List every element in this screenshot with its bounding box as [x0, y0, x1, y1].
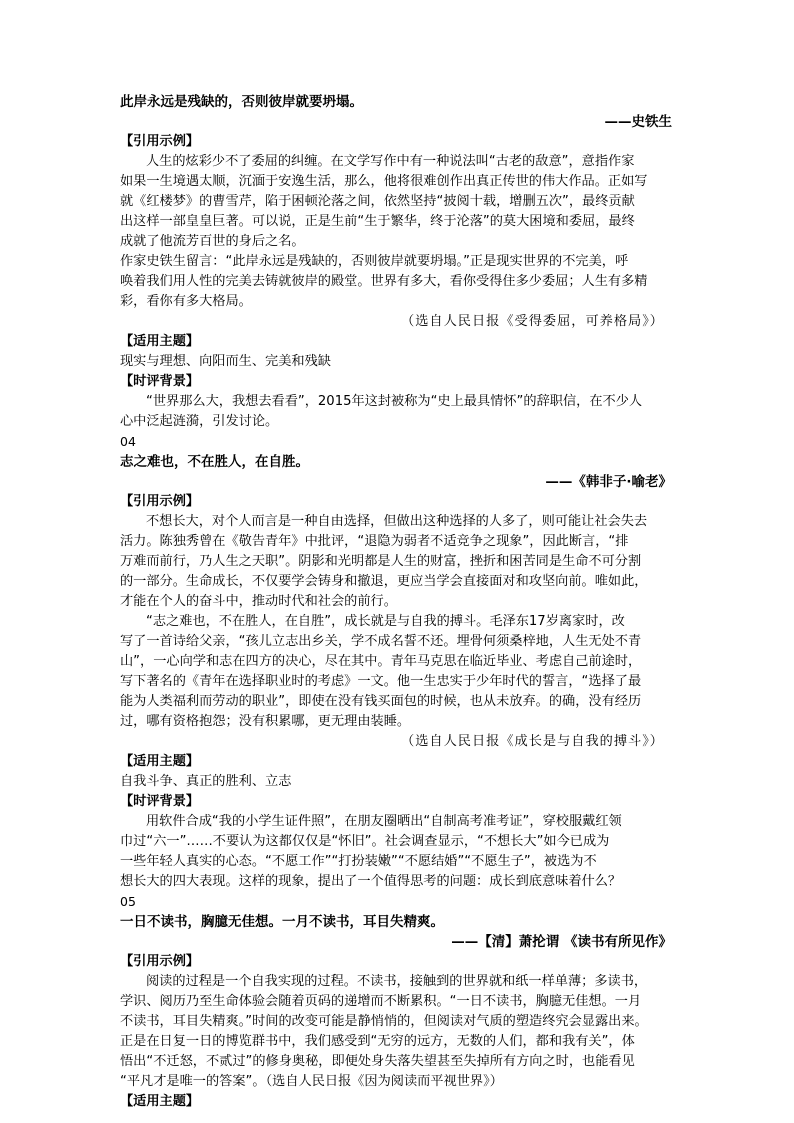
quote-source: ——《韩非子·喻老》	[545, 474, 672, 490]
body-line: 如果一生境遇太顺，沉湎于安逸生活，那么，他将很难创作出真正传世的伟大作品。正如写	[120, 174, 648, 189]
quote-line: 此岸永远是残缺的，否则彼岸就要坍塌。	[120, 94, 363, 110]
section-number: 05	[120, 894, 136, 909]
body-line: 出这样一部皇皇巨著。可以说，正是生前“生于繁华，终于沦落”的莫大困境和委屈，最终	[120, 214, 635, 229]
heading-example: 【引用示例】	[120, 954, 200, 969]
body-line: 过，哪有资格抱怨；没有积累哪，更无理由装睡。	[120, 714, 411, 729]
body-line: 能为人类福利而劳动的职业”，即使在没有钱买面包的时候，也从未放弃。的确，没有经历	[120, 694, 642, 709]
body-line: 的一部分。生命成长，不仅要学会铸身和撤退，更应当学会直接面对和攻坚向前。唯如此，	[120, 574, 648, 589]
document-page	[120, 92, 676, 1112]
body-line: 阅读的过程是一个自我实现的过程。不读书，接触到的世界就和纸一样单薄；多读书，	[146, 974, 648, 989]
body-line: 巾过“六一”……不要认为这都仅仅是“怀旧”。社会调查显示，“不想长大”如今已成为	[120, 834, 610, 849]
quote-source: ——【清】萧抡谓 《读书有所见作》	[451, 934, 672, 950]
quote-line: 志之难也，不在胜人，在自胜。	[120, 454, 309, 470]
heading-theme: 【适用主题】	[120, 1094, 200, 1109]
heading-example: 【引用示例】	[120, 494, 200, 509]
body-line: 唤着我们用人性的完美去铸就彼岸的殿堂。世界有多大，看你受得住多少委屈；人生有多精	[120, 274, 648, 289]
body-line: 不想长大，对个人而言是一种自由选择，但做出这种选择的人多了，则可能让社会失去	[146, 514, 648, 529]
body-line: “世界那么大，我想去看看”，2015年这封被称为“史上最具情怀”的辞职信，在不少人	[146, 394, 643, 409]
body-line: 用软件合成“我的小学生证件照”，在朋友圈晒出“自制高考准考证”，穿校服戴红领	[146, 814, 622, 829]
body-line: 一些年轻人真实的心态。“不愿工作”“打扮装嫩”“不愿结婚”“不愿生子”，被选为不	[120, 854, 597, 869]
section-number: 04	[120, 434, 136, 449]
body-line: 彩，看你有多大格局。	[120, 294, 252, 309]
body-line: 就《红楼梦》的曹雪芹，陷于困顿沦落之间，依然坚持“披阅十载，增删五次”，最终贡献	[120, 194, 635, 209]
body-line: “平凡才是唯一的答案”。（选自人民日报《因为阅读而平视世界》）	[120, 1074, 503, 1089]
body-line: 人生的炫彩少不了委屈的纠缠。在文学写作中有一种说法叫“古老的敌意”，意指作家	[146, 154, 635, 169]
body-line: “志之难也，不在胜人，在自胜”，成长就是与自我的搏斗。毛泽东17岁离家时，改	[146, 614, 625, 629]
source-reference: （选自人民日报《受得委屈，可养格局》）	[401, 314, 664, 329]
heading-theme: 【适用主题】	[120, 334, 200, 349]
body-line: 不读书，耳目失精爽。”时间的改变可能是静悄悄的，但阅读对气质的塑造终究会显露出来。	[120, 1014, 648, 1029]
quote-source: ——史铁生	[604, 114, 672, 130]
body-line: 学识、阅历乃至生命体验会随着页码的递增而不断累积。“一日不读书，胸臆无佳想。一月	[120, 994, 642, 1009]
body-line: 成就了他流芳百世的身后之名。	[120, 234, 305, 249]
heading-theme: 【适用主题】	[120, 754, 200, 769]
quote-line: 一日不读书，胸臆无佳想。一月不读书，耳目失精爽。	[120, 914, 444, 930]
body-line: 活力。陈独秀曾在《敬告青年》中批评，“退隐为弱者不适竞争之现象”，因此断言，“排	[120, 534, 629, 549]
body-line: 山”，一心向学和志在四方的决心，尽在其中。青年马克思在临近毕业、考虑自己前途时，	[120, 654, 642, 669]
theme-text: 自我斗争、真正的胜利、立志	[120, 774, 292, 789]
body-line: 想长大的四大表现。这样的现象，提出了一个值得思考的问题：成长到底意味着什么？	[120, 874, 622, 889]
heading-background: 【时评背景】	[120, 794, 200, 809]
heading-background: 【时评背景】	[120, 374, 200, 389]
body-line: 万难而前行，乃人生之天职”。阴影和光明都是人生的财富，挫折和困苦同是生命不可分割	[120, 554, 642, 569]
theme-text: 现实与理想、向阳而生、完美和残缺	[120, 354, 331, 369]
body-line: 悟出“不迁怒，不贰过”的修身奥秘，即便处身失落失望甚至失掉所有方向之时，也能看见	[120, 1054, 635, 1069]
body-line: 写了一首诗给父亲，“孩儿立志出乡关，学不成名誓不还。埋骨何须桑梓地，人生无处不青	[120, 634, 642, 649]
source-reference: （选自人民日报《成长是与自我的搏斗》）	[401, 734, 664, 749]
heading-example: 【引用示例】	[120, 134, 200, 149]
body-line: 写下著名的《青年在选择职业时的考虑》一文。他一生忠实于少年时代的誓言，“选择了最	[120, 674, 642, 689]
body-line: 才能在个人的奋斗中，推动时代和社会的前行。	[120, 594, 397, 609]
body-line: 心中泛起涟漪，引发讨论。	[120, 414, 279, 429]
body-line: 正是在日复一日的博览群书中，我们感受到“无穷的远方，无数的人们，都和我有关”，体	[120, 1034, 635, 1049]
body-line: 作家史铁生留言：“此岸永远是残缺的，否则彼岸就要坍塌。”正是现实世界的不完美，呼	[120, 254, 629, 269]
